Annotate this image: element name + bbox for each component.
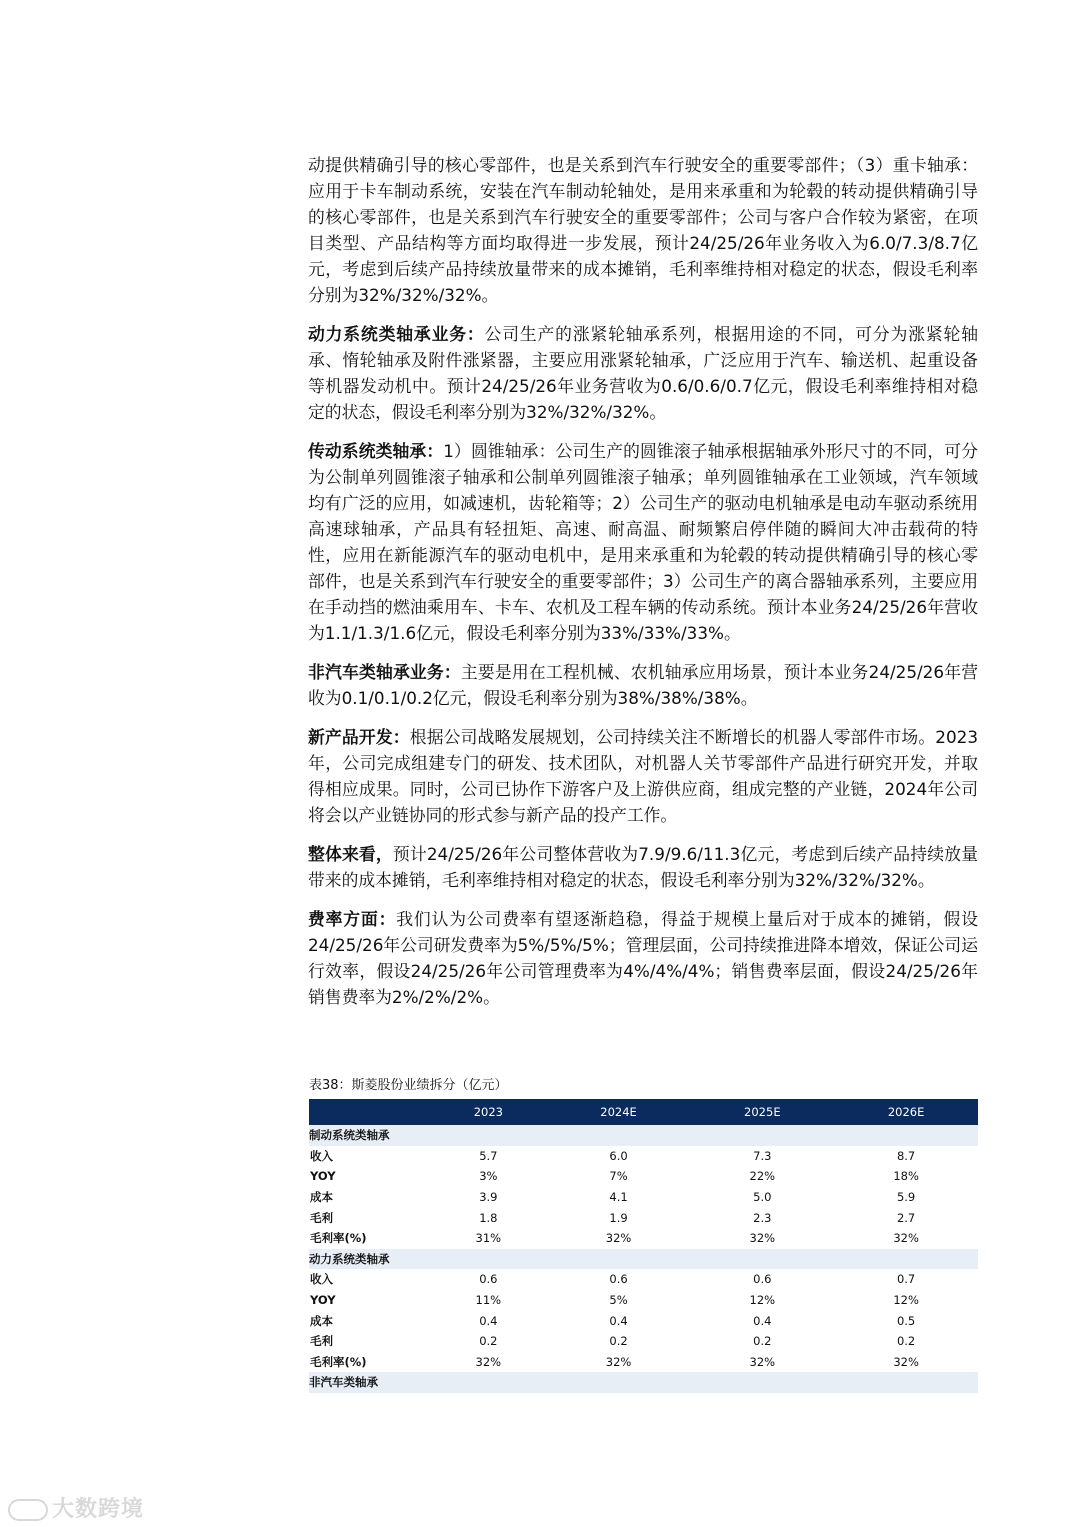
table-cell: 31% — [475, 1231, 502, 1246]
table-row — [309, 1310, 978, 1331]
table-row — [309, 1228, 978, 1249]
table-cell: 3% — [479, 1169, 498, 1184]
table-cell: 5% — [609, 1293, 628, 1308]
table-cell: 1.8 — [479, 1210, 498, 1225]
watermark — [8, 1492, 144, 1523]
table-row — [309, 1269, 978, 1290]
paragraph: 动力系统类轴承业务：公司生产的涨紧轮轴承系列，根据用途的不同，可分为涨紧轮轴承、惰轮轴承及附件涨紧器，主要应用涨紧轮轴承，广泛应用于汽车、输送机、起重设备等机器发动机中。预计24/25/26年业务营收为0.6/0.6/0.7亿元，假设毛利率维持相对稳定的状态，假设毛利率分别为32%/32%/32%。 — [308, 324, 978, 422]
table-row — [309, 1207, 978, 1228]
table-cell: 0.2 — [896, 1334, 916, 1349]
table-section-row — [309, 1372, 978, 1393]
table-cell: 32% — [605, 1231, 632, 1246]
paragraph: 整体来看，预计24/25/26年公司整体营收为7.9/9.6/11.3亿元，考虑到后续产品持续放量带来的成本摊销，毛利率维持相对稳定的状态，假设毛利率分别为32%/32%/32%。 — [308, 844, 978, 890]
paragraph: 非汽车类轴承业务：主要是用在工程机械、农机轴承应用场景，预计本业务24/25/26年营收为0.1/0.1/0.2亿元，假设毛利率分别为38%/38%/38%。 — [308, 662, 978, 708]
table-row — [309, 1166, 978, 1187]
table-cell: 2.7 — [896, 1210, 916, 1225]
table-cell: 3.9 — [479, 1190, 498, 1205]
table-header-cell: 2023 — [430, 1099, 547, 1125]
table-header-cell: 2024E — [547, 1099, 691, 1125]
table-cell: 0.4 — [609, 1313, 628, 1328]
table-cell: 12% — [749, 1293, 776, 1308]
table-cell: 5.7 — [479, 1148, 498, 1163]
table-cell: 32% — [749, 1354, 776, 1369]
table-cell: 2.3 — [753, 1210, 772, 1225]
table-cell: 22% — [749, 1169, 776, 1184]
row-label: 收入 — [310, 1272, 333, 1287]
table-cell: 12% — [893, 1293, 919, 1308]
row-label: 成本 — [310, 1313, 333, 1328]
table-row — [309, 1352, 978, 1373]
section-title: 动力系统类轴承 — [309, 1249, 978, 1270]
table-cell: 7.3 — [753, 1148, 772, 1163]
table-row — [309, 1290, 978, 1311]
row-label: 收入 — [310, 1148, 333, 1163]
table-cell: 0.6 — [479, 1272, 498, 1287]
row-label: 毛利 — [310, 1334, 333, 1349]
table-cell: 7% — [609, 1169, 628, 1184]
table-caption: 表38：斯菱股份业绩拆分（亿元） — [309, 1078, 508, 1093]
table-cell: 0.2 — [479, 1334, 498, 1349]
row-label: YOY — [310, 1293, 336, 1308]
table-cell: 0.5 — [896, 1313, 916, 1328]
table-cell: 6.0 — [609, 1148, 628, 1163]
section-title: 制动系统类轴承 — [309, 1125, 978, 1146]
table-cell: 0.4 — [479, 1313, 498, 1328]
table-body — [309, 1125, 978, 1393]
watermark-text: 大数跨境 — [52, 1497, 145, 1522]
table-cell: 0.7 — [896, 1272, 916, 1287]
table-header-row — [309, 1099, 978, 1125]
table-cell: 5.0 — [753, 1190, 772, 1205]
paragraph: 动提供精确引导的核心零部件，也是关系到汽车行驶安全的重要零部件；（3）重卡轴承：应用于卡车制动系统，安装在汽车制动轮轴处，是用来承重和为轮毂的转动提供精确引导的核心零部件，也是关系到汽车行驶安全的重要零部件；公司与客户合作较为紧密，在项目类型、产品结构等方面均取得进一步发展，预计24/25/26年业务收入为6.0/7.3/8.7亿元，考虑到后续产品持续放量带来的成本摊销，毛利率维持相对稳定的状态，假设毛利率分别为32%/32%/32%。 — [308, 155, 978, 305]
table-cell: 32% — [749, 1231, 776, 1246]
watermark-logo-icon — [8, 1499, 48, 1521]
data-table — [309, 1099, 978, 1393]
table-cell: 5.9 — [896, 1190, 916, 1205]
body-text — [308, 152, 978, 1023]
table-cell: 0.2 — [609, 1334, 628, 1349]
table-cell: 11% — [475, 1293, 502, 1308]
table-row — [309, 1331, 978, 1352]
table-cell: 32% — [893, 1231, 919, 1246]
row-label: 毛利率(%) — [310, 1354, 367, 1369]
table-cell: 1.9 — [609, 1210, 628, 1225]
table-cell: 0.6 — [609, 1272, 628, 1287]
table-cell: 4.1 — [609, 1190, 628, 1205]
table-cell: 0.4 — [753, 1313, 772, 1328]
table-cell: 32% — [893, 1354, 919, 1369]
table-header-cell: 2025E — [690, 1099, 834, 1125]
table-header-cell — [309, 1099, 430, 1125]
table-cell: 8.7 — [896, 1148, 916, 1163]
table-cell: 18% — [893, 1169, 919, 1184]
paragraph: 新产品开发：根据公司战略发展规划，公司持续关注不断增长的机器人零部件市场。2023年，公司完成组建专门的研发、技术团队，对机器人关节零部件产品进行研究开发，并取得相应成果。同时，公司已协作下游客户及上游供应商，组成完整的产业链，2024年公司将会以产业链协同的形式参与新产品的投产工作。 — [308, 727, 978, 825]
paragraph: 费率方面：我们认为公司费率有望逐渐趋稳，得益于规模上量后对于成本的摊销，假设24/25/26年公司研发费率为5%/5%/5%；管理层面，公司持续推进降本增效，保证公司运行效率，假设24/25/26年公司管理费率为4%/4%/4%；销售费率层面，假设24/25/26年销售费率为2%/2%/2%。 — [308, 909, 978, 1007]
table-cell: 0.6 — [753, 1272, 772, 1287]
table-cell: 32% — [605, 1354, 632, 1369]
table-header-cell: 2026E — [834, 1099, 978, 1125]
table-section-row — [309, 1125, 978, 1146]
table-section-row — [309, 1249, 978, 1270]
row-label: 毛利率(%) — [310, 1231, 367, 1246]
paragraph: 传动系统类轴承：1）圆锥轴承：公司生产的圆锥滚子轴承根据轴承外形尺寸的不同，可分为公制单列圆锥滚子轴承和公制单列圆锥滚子轴承；单列圆锥轴承在工业领域，汽车领域均有广泛的应用，如减速机，齿轮箱等；2）公司生产的驱动电机轴承是电动车驱动系统用高速球轴承，产品具有轻扭矩、高速、耐高温、耐频繁启停伴随的瞬间大冲击载荷的特性，应用在新能源汽车的驱动电机中，是用来承重和为轮毂的转动提供精确引导的核心零部件，也是关系到汽车行驶安全的重要零部件；3）公司生产的离合器轴承系列，主要应用在手动挡的燃油乘用车、卡车、农机及工程车辆的传动系统。预计本业务24/25/26年营收为1.1/1.3/1.6亿元，假设毛利率分别为33%/33%/33%。 — [308, 441, 978, 643]
table-cell: 32% — [475, 1354, 502, 1369]
table-row — [309, 1187, 978, 1208]
table-row — [309, 1146, 978, 1167]
row-label: 毛利 — [310, 1210, 333, 1225]
row-label: 成本 — [310, 1190, 333, 1205]
section-title: 非汽车类轴承 — [309, 1372, 978, 1393]
row-label: YOY — [310, 1169, 336, 1184]
table-cell: 0.2 — [753, 1334, 772, 1349]
